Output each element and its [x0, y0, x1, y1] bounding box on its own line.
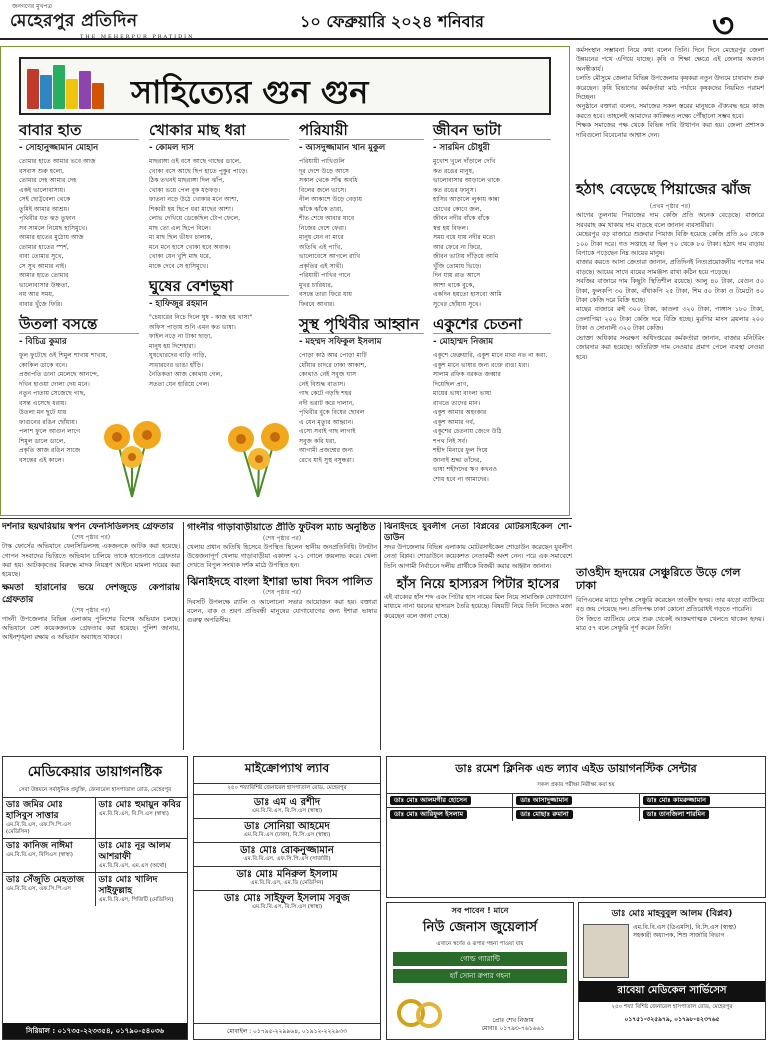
clinic-phone: ০১৭৫১-৩২৫৯৭৯, ০১৭৯৮-৪২৩৭৬৫	[624, 1016, 720, 1023]
poem-line: ঠিক তখনই মাছরাঙ্গা দিল ঝাঁপ,	[149, 177, 225, 184]
article-paragraph: বাজার করতে আসা ক্রেতারা জানান, প্রতিদিনই নিত্যপ্রয়োজনীয় পণ্যের দাম বাড়ছে। আয়ের সাথে ব্যয়ের সামঞ্জস্য রাখা কঠিন হয়ে পড়েছে।	[576, 259, 764, 276]
poem-author: - হাফিজুর রহমান	[149, 299, 208, 309]
sports-article	[576, 596, 764, 736]
poem	[149, 277, 289, 389]
poem-line: শিমুল ডালে ডালে,	[19, 437, 66, 445]
news-headline: গাংনীর গাড়াবাড়ীয়াতে প্রীতি ফুটবল ম্যাচ অনুষ্ঠিত	[187, 522, 376, 533]
poem-line: সেই ছোট্টবেলা থেকে	[19, 196, 71, 203]
news-headline: ঝিনাইদহে যুবলীগ নেতা বিপ্লবের মোটরসাইকেল শো-ডাউন	[384, 522, 572, 543]
poem-line: ফাতনা নড়ে উঠে খোকার মনে আশা,	[149, 196, 239, 203]
poem-line: এ যেন মৃত্যুর আহ্বান।	[299, 418, 354, 426]
doctor-row	[3, 872, 187, 906]
poem-line: জীবন ভাটায় দাঁড়িয়ে আমি	[433, 253, 499, 260]
poem-line: দিয়েছিল প্রাণ,	[433, 380, 469, 388]
ad-rabeya-medical	[578, 902, 766, 1040]
poem-body	[149, 313, 289, 389]
doctor-name: ডাঃ মোঃ নূর আলম আশরাফী	[98, 841, 171, 862]
article-paragraph: অনুষ্ঠানে বক্তারা বলেন, সমাজের সকল স্তরের মানুষকে ঐক্যবদ্ধ হয়ে কাজ করতে হবে। তাহলেই আমাদের কাঙ্ক্ষিত লক্ষ্যে পৌঁছানো সম্ভব হবে।	[576, 103, 764, 120]
doctor-card	[3, 839, 96, 872]
doctor-card	[640, 794, 765, 807]
poem-line: খোকা বসে আছে ছিপ হাতে পুকুর পাড়ে।	[149, 167, 248, 175]
newspaper-name-en: THE MEHERPUR PRATIDIN	[80, 34, 195, 40]
poem-line: কত রঙের ফানুস।	[433, 186, 477, 194]
doctor-role: এম.বি.বি.এস, এম.এস (অর্থো)	[98, 863, 167, 869]
ad-contact	[457, 1017, 569, 1033]
right-column-text	[576, 46, 764, 176]
doctor-role: এম.বি.বি.এস, বি.সি.এস (স্বাস্থ্য)	[251, 808, 323, 814]
poem-title: উতলা বসন্তে	[19, 315, 139, 334]
books-icon	[27, 65, 107, 109]
doctor-card	[513, 794, 639, 807]
issue-date: ১০ ফেব্রুয়ারি ২০২৪ শনিবার	[300, 12, 484, 31]
poem-line: একুশের চেতনায় জেগে উঠি	[433, 428, 502, 435]
news-headline: ঝিনাইদহে বাংলা ইশারা ভাষা দিবস পালিত	[187, 574, 373, 588]
doctor-name: ডাঃ সেঁজুতি মেহতাজ	[6, 875, 85, 885]
poem-line: অফিস পাড়ায় শুনি এমন কত ভাষা।	[149, 323, 236, 331]
doctor-name: ডাঃ সোনিয়া আহমেদ	[244, 821, 330, 832]
poem-line: খোকা ভয়ে পেল বুক ধড়ফড়।	[149, 186, 221, 194]
masthead-tagline: জনগণের মুখপত্র	[12, 3, 52, 10]
column-divider	[380, 522, 381, 750]
doctor-role: এম.বি.বি.এস (ঢাকা), বি.সি.এস (স্বাস্থ্য)	[243, 832, 331, 838]
poem-line: আমার হাতে তোমার	[19, 272, 69, 279]
doctor-name: ডাঃ মোঃ আরিফুল ইসলাম	[390, 810, 467, 819]
poem-title: খোকার মাছ ধরা	[149, 121, 289, 140]
poem-body	[149, 157, 289, 271]
poem-line: মুখোশ খুলে দাঁড়ালে দেখি	[433, 158, 496, 165]
doctor-row	[387, 807, 765, 821]
doctor-name: ডাঃ মোঃ মাহবুবুল আলম (বিপ্লব)	[611, 909, 733, 919]
article-paragraph: ভোক্তা অধিকার সংরক্ষণ অধিদপ্তরের কর্মকর্তারা জানান, বাজার মনিটরিং জোরদার করা হয়েছে। অতিরিক্ত দাম নেওয়ার প্রমাণ পেলে ব্যবস্থা নেওয়া হবে।	[576, 334, 764, 361]
news-column-left	[2, 522, 180, 752]
headline-onion: হঠাৎ বেড়েছে পিয়াজের ঝাঁজ	[576, 180, 751, 198]
article-paragraph: আগের তুলনায় পিয়াজের দাম কেজি প্রতি অনেক বেড়েছে। বাজারে সরবরাহ কম থাকায় দাম বাড়ছে বলে জানান ব্যবসায়ীরা।	[576, 212, 764, 229]
doctor-name: ডাঃ তানজিলা শারমিন	[643, 810, 709, 819]
poem-column-4	[433, 121, 551, 484]
poem-line: ফুল ফুটেছে ওই শিমুল শাখায় শাখায়,	[19, 352, 108, 359]
column-divider	[183, 522, 184, 750]
poem-line: ভালোবাসার উষ্ণতা,	[19, 281, 70, 289]
news-headline: ক্ষমতা হারানোর ভয়ে দেশজুড়ে কেপারায় গ্রেফতার	[2, 583, 180, 605]
masthead	[0, 0, 768, 46]
poem-line: ভালোবেসে আগলে রাখি	[299, 253, 361, 260]
article-paragraph: মাছের বাজারে রুই ৩০০ টাকা, কাতলা ৩২০ টাকা, পাঙ্গাস ১৮০ টাকা, তেলাপিয়া ২০০ টাকা কেজি দরে বিক্রি হচ্ছে। মুরগির মাংস ব্রয়লার ২০০ টাকা ও সোনালী ৩২০ টাকা কেজি।	[576, 306, 764, 333]
poem-line: বসন্তের এই কালে।	[19, 456, 64, 464]
ad-title: মেডিকেয়ার ডায়াগনষ্টিক	[27, 764, 163, 780]
doctor-card	[3, 873, 96, 906]
doctor-name: ডাঃ মোছাঃ রুমানা	[516, 810, 572, 819]
poem-line: সে সুখ আমার নাই।	[19, 262, 67, 270]
poem-line: ফাইল নড়ে না টাকা ছাড়া,	[149, 333, 213, 340]
doctor-row	[3, 838, 187, 872]
news-body: খেলায় প্রধান অতিথি হিসেবে উপস্থিত ছিলেন স্থানীয় জনপ্রতিনিধি। টানটান উত্তেজনাপূর্ণ খেলায় গাড়াবাড়ীয়া একাদশ ২-১ গোলে জয়লাভ করে। খেলা দেখতে বিপুল সংখ্যক দর্শক মাঠে উপস্থিত হন।	[187, 544, 377, 570]
ad-title: ডাঃ রমেশ ক্লিনিক এন্ড ল্যাব এইড ডায়াগনস্টিক সেন্টার	[455, 762, 697, 775]
poem-line: সব সামলে নিয়েছ হাসিমুখে।	[19, 224, 88, 232]
doctor-role: এম.বি.বি.এস, বি.সি.এস (স্বাস্থ্য)	[98, 811, 169, 817]
poem-title: জীবন ভাটা	[433, 121, 551, 140]
poem-line: দখিন হাওয়া দোলা দেয় মনে।	[19, 380, 90, 388]
doctor-card	[513, 808, 639, 821]
doctor-card	[194, 842, 380, 866]
doctor-card	[640, 808, 765, 821]
ad-ramesh-clinic	[386, 756, 766, 898]
poem-line: একুশ মানে ভাষার জন্য রক্তে রাঙা ধরা।	[433, 361, 530, 369]
poem-line: তুমিই আমার আশ্রয়।	[19, 205, 70, 213]
news-body: টাস্ক ফোর্সের অভিযানে ফেনসিডিলসহ একজনকে আটক করা হয়েছে। গোপন সংবাদের ভিত্তিতে অভিযান চালিয়ে তাকে হাতেনাতে গ্রেফতার করা হয়। আটককৃতের বিরুদ্ধে মাদক নিয়ন্ত্রণ আইনে মামলা দায়ের করা হয়েছে।	[2, 543, 180, 579]
poem-line: তোমার হাতের স্পর্শ,	[19, 243, 69, 251]
page-number: ৩	[712, 6, 735, 46]
poem-line: নতুন পাতায় সেজেছে গাছ,	[19, 390, 86, 397]
poem-title: পরিযায়ী	[299, 121, 424, 140]
ad-jewellers	[386, 902, 574, 1040]
poem-line: নিজের দেশে ফেরা।	[299, 224, 347, 232]
doctor-photo	[583, 924, 629, 978]
literature-section	[0, 46, 570, 516]
article-paragraph: চলতি মৌসুমে জেলার বিভিন্ন উপজেলায় কৃষকরা নতুন উদ্যমে চাষাবাদ শুরু করেছেন। কৃষি বিভাগের কর্মকর্তারা মাঠ পর্যায়ে কৃষকদের নিয়মিত পরামর্শ দিচ্ছেন।	[576, 75, 764, 102]
doctor-role: এম.বি.বি.এস, এফ.সি.পি.এস (মেডিসিন)	[6, 822, 71, 835]
article-paragraph: কর্মসংস্থান সম্ভাবনা নিয়ে কথা বলেন তিনি। দিনে দিনে মেহেরপুর জেলা উন্নয়নের পথে এগিয়ে যাচ্ছে। কৃষি ও শিক্ষা ক্ষেত্রে এই জেলার অবদান অনস্বীকার্য।	[576, 47, 764, 73]
poem-body	[299, 157, 424, 309]
onion-article	[576, 202, 764, 570]
poem	[433, 121, 551, 309]
poem-line: নদী ভরাট করে দালান,	[299, 399, 355, 407]
poem-line: প্রকৃতির এই সাথী।	[299, 262, 344, 270]
poem-line: মায়ের ভাষা বাংলা ভাষা	[433, 390, 492, 397]
ad-title: নিউ জেনাস জুয়েলার্স	[422, 920, 538, 935]
poem-line: পোড়া কাঠ আর পোড়া মাটি	[299, 352, 367, 359]
poem-line: কোকিল ডাকে বনে।	[19, 361, 68, 369]
doctor-name: ডাঃ মোঃ আলমগীর হোসেন	[390, 796, 471, 805]
poem-line: সততা যেন হারিয়ে গেল।	[149, 380, 210, 388]
poem-author: - মোহাম্মদ নিজাম	[433, 337, 494, 347]
poem-line: ঝাঁকে ঝাঁকে তারা,	[299, 205, 344, 213]
doctor-card	[194, 866, 380, 890]
poem-line: মনে মনে হাসে খোকা হবে অবাক।	[149, 243, 231, 251]
poem-line: একুশ আমার অহংকার	[433, 409, 487, 416]
ad-medicare-diagnostic	[2, 756, 188, 1040]
continued-label: (শেষ পৃষ্ঠার পর)	[262, 589, 302, 597]
poem-author: - কোমল দাস	[149, 143, 194, 153]
poem-body	[19, 157, 139, 309]
doctor-name: ডাঃ জমির মোঃ হাসিবুস সাত্তার	[6, 800, 63, 821]
poem	[299, 315, 424, 465]
poem-line: লোভ দেখিয়ে ডেকেছিল টোপ ফেলে,	[149, 215, 241, 222]
poem-line: আর ফেরে না ফিরে,	[433, 243, 483, 251]
poem-line: মাছ তো এল ছিপে বিলে।	[149, 224, 211, 232]
doctor-card	[96, 839, 188, 872]
poem-line: অতিথি এই পাখি,	[299, 243, 343, 251]
poem-line: ফাগুনের রঙিন ছোঁয়ায়।	[19, 418, 78, 426]
poem-line: পৃথিবীর বুকে বিষের ছোবল	[299, 409, 365, 416]
doctor-row	[387, 793, 765, 807]
doctor-card	[194, 794, 380, 818]
continued-label: (প্রথম পৃষ্ঠার পর)	[649, 203, 691, 210]
poem-line: সবুজ করি ধরা,	[299, 437, 337, 445]
doctor-role: এম.বি.বি.এস, বি.সি.এস (স্বাস্থ্য)	[251, 904, 323, 910]
doctor-card	[96, 798, 188, 838]
poem-line: একুশ আমার গর্ব,	[433, 418, 475, 426]
poem-line: বসন্ত এসেছে ধরায়।	[19, 399, 67, 407]
poem-line: মানুষ হয় দিশেহারা।	[149, 342, 196, 350]
article-paragraph: বিপিএলের ম্যাচে দুর্দান্ত সেঞ্চুরি করেছেন তাওহীদ হৃদয়। তার ঝড়ো ব্যাটিংয়ে বড় জয় পেয়েছে দল। প্রতিপক্ষ ঢাকা কোনো প্রতিরোধই গড়তে পারেনি।	[576, 597, 764, 614]
news-body: দিবসটি উপলক্ষে র‍্যালি ও আলোচনা সভার আয়োজন করা হয়। বক্তারা বলেন, বাক ও শ্রবণ প্রতিবন্ধী মানুষের যোগাযোগের জন্য ইশারা ভাষার গুরুত্ব অপরিসীম।	[187, 598, 377, 625]
doctor-card	[3, 798, 96, 838]
doctor-role: এম.বি.বি.এস, এফ.সি.পি.এস (সার্জারী)	[243, 856, 331, 862]
ad-owner: প্রোঃ শেখ নিজাম	[492, 1017, 534, 1024]
ad-contact: মোবাইল : ০১৭৯৫-২২৯৯৬৪, ০১৯১২-২২২৯৩৩	[194, 1023, 380, 1039]
poem-line: মাকে দেবে সে হাসিমুখে।	[149, 262, 209, 270]
poem-line: সাধারণের ভাঙা হাঁড়ি।	[149, 361, 204, 369]
poem-author: - মহম্মদ সফিকুল ইসলাম	[299, 337, 382, 347]
poem-line: দিন যায় রাত আসে	[433, 272, 481, 279]
doctor-name: ডাঃ মোঃ মনিরুল ইসলাম	[236, 869, 338, 880]
poem-line: শিকারী হয় ছিপে ধরা মাছের আশা।	[149, 205, 234, 213]
poem-line: মা মাছ ছিল ভীষণ চালাক,	[149, 234, 213, 241]
doctor-name: ডাঃ কানিজ নাঈমা	[6, 841, 73, 851]
doctor-name: ডাঃ মোঃ কামরুজ্জামান	[643, 796, 710, 805]
poem-author: - আসদুজ্জামান খান মুকুল	[299, 143, 386, 153]
poem-line: আশা থাকে বুকে,	[433, 281, 475, 289]
newspaper-name	[10, 8, 194, 40]
doctor-details	[629, 924, 736, 978]
poem-line: এসো সবাই গাছ লাগাই	[299, 428, 356, 435]
poem-line: ভালোবাসার আড়ালে থাকে	[433, 177, 500, 184]
continued-label: (শেষ পৃষ্ঠার পর)	[71, 534, 111, 542]
poem-line: স্বপ্ন হয় বিফল।	[433, 224, 469, 232]
article-paragraph: মেহেরপুর বড় বাজারে শুক্রবার পিয়াজ বিক্রি হয়েছে কেজি প্রতি ৯০ থেকে ১০০ টাকা দরে। গত সপ্তাহে যা ছিল ৭০ থেকে ৮০ টাকা। হঠাৎ দাম বাড়ায় বিপাকে পড়েছেন নিম্ন আয়ের মানুষ।	[576, 231, 764, 258]
poem-line: জীবন নদীর বাঁকে বাঁকে	[433, 215, 490, 222]
poem-line: তোমার হাতে আমার ভবে আজ	[19, 158, 96, 165]
doctor-role: এম.বি.বি.এস, এম.ডি (মেডিসিন)	[250, 880, 324, 886]
poem-line: কত রঙের মানুষ,	[433, 167, 475, 175]
poem-line: গাছ কেটে গড়ছি শহর	[299, 390, 352, 397]
poem-line: "চেয়ারের নিচে দিলে ঘুষ - কাজ হয় খাসা"	[149, 314, 253, 321]
poem-line: পৃথিবীর যত ঝড় তুফান	[19, 215, 76, 222]
doctor-name: ডাঃ মোঃ খালিদ সাইফুল্লাহ	[98, 875, 158, 896]
flower-heads	[228, 423, 289, 470]
poem-body	[433, 157, 551, 309]
news-column-right	[384, 522, 572, 752]
ad-contact: সিরিয়াল : ০১৭৩৫-২২৩৩৫৪, ০১৭৯০-৫৪০৩৬	[3, 1023, 187, 1039]
news-body: গাংনী উপজেলার বিভিন্ন এলাকায় পুলিশের বিশেষ অভিযান চলছে। অভিযানে বেশ কয়েকজনকে গ্রেফতার করা হয়েছে। পুলিশ জানায়, আইনশৃঙ্খলা রক্ষায় এ অভিযান অব্যাহত থাকবে।	[2, 615, 180, 642]
poem-line: সালাম রফিক বরকত জব্বার	[433, 371, 501, 378]
poem-line: মুখর চারিধার,	[299, 281, 333, 289]
ad-line: গোল্ড গ্যারান্টি	[393, 952, 567, 966]
ad-line: এখানে স্বর্ণের ও রূপার গহনা পাওয়া যায়	[436, 941, 524, 947]
poem	[433, 315, 551, 484]
continued-label: (শেষ পৃষ্ঠার পর)	[262, 534, 302, 542]
poem	[19, 121, 139, 309]
doctor-name: ডাঃ আসাদুজ্জামান	[516, 796, 572, 805]
article-paragraph: শিক্ষক সমাজের পক্ষ থেকে বিভিন্ন দাবি উত্থাপন করা হয়। জেলা প্রশাসক দাবিগুলো বিবেচনার আশ্বাস দেন।	[576, 122, 764, 139]
poem-line: প্রকৃতি আজ রঙিন সাজে	[19, 447, 81, 454]
poem-line: নীল আকাশে উড়ে বেড়ায়	[299, 196, 362, 203]
doctor-card	[387, 794, 513, 807]
poem-line: বাবার খুঁজে ফিরি।	[19, 300, 63, 308]
poem-line: মানুষ যেন না মারে	[299, 234, 344, 241]
poem	[299, 121, 424, 309]
poem-title: একুশের চেতনা	[433, 315, 551, 334]
poem-line: একুশে ফেব্রুয়ারি, একুশ মানে মাথা নত না করা,	[433, 352, 548, 359]
ad-subtitle: সকল প্রকার পরীক্ষা নিরীক্ষা করা হয়	[537, 782, 615, 788]
doctor-role: এম.বি.বি.এস, বিসিএস (স্বাস্থ্য)	[6, 852, 73, 858]
poem-line: মাছরাঙ্গা ওই বসে আছে গাছের ডালে,	[149, 158, 242, 165]
poem-line: সময় বয়ে যায় নদীর মতো	[433, 234, 496, 241]
continued-label: (শেষ পৃষ্ঠার পর)	[71, 606, 111, 614]
poem-line: শপথ নিই সর্ব।	[433, 437, 468, 445]
doctor-name: ডাঃ মোঃ সাইফুল ইসলাম সবুজ	[224, 893, 350, 904]
poem-line: খোকা যেন খুশি মাছ ধরে,	[149, 253, 211, 260]
poem-line: আমার হাতের মুঠোয় আজ	[19, 234, 84, 241]
news-headline: দর্শনার ছয়ঘরিয়ায় স্বপন ফেনসিডিলসহ গ্রেফতার	[2, 522, 174, 532]
poem-line: জানাই শ্রদ্ধা তাঁদের,	[433, 456, 482, 464]
doctor-name: ডাঃ মোঃ রোকনুজ্জামান	[240, 845, 334, 856]
ring-icon	[395, 995, 445, 1031]
poem-line: বিলের জলে ভাসে।	[299, 186, 347, 194]
poem-column-3	[299, 121, 424, 465]
poem-line: সকাল থেকে সাঁঝ অবধি	[299, 177, 358, 184]
news-headline: হাঁস নিয়ে হাস্যরস পিটার হাসের	[396, 576, 560, 592]
poem-line: সুখের ছোঁয়ায় সুখে।	[433, 300, 481, 308]
poem-column-2	[149, 121, 289, 389]
doctor-row	[3, 797, 187, 838]
poem-line: পরিযায়ী পাখিগুলি	[299, 158, 345, 165]
headline-sports: তাওহীদ হৃদয়ের সেঞ্চুরিতে উড়ে গেল ঢাকা	[576, 566, 741, 592]
ad-micropath-lab	[193, 756, 381, 1040]
poem-line: একদিন হয়তো হাসবো আমি	[433, 291, 502, 298]
doctor-role: এম.বি.বি.এস, এফ.সি.পি.এস	[6, 886, 71, 892]
poem-line: নৈতিকতা আজ কোথায় গেল,	[149, 371, 223, 378]
flower-illustration	[213, 409, 303, 499]
poem-line: ঘুষখোরদের বাড়ি গাড়ি,	[149, 352, 207, 359]
article-paragraph: সবজির বাজারে দাম কিছুটা স্থিতিশীল রয়েছে। আলু ৪০ টাকা, বেগুন ৫০ টাকা, ফুলকপি ৩০ টাকা, বাঁধাকপি ২৫ টাকা, শিম ৫০ টাকা ও টমেটো ৪০ টাকা কেজি দরে বিক্রি হচ্ছে।	[576, 278, 764, 305]
poem-title: সুস্থ পৃথিবীর আহ্বান	[299, 315, 424, 334]
poem-body	[433, 351, 551, 484]
doctor-name: ডাঃ এম এ রশীদ	[253, 797, 321, 808]
poem-line: শহীদ মিনারে ফুল দিয়ে	[433, 447, 488, 454]
poem-line: রেখে যাই সুস্থ বসুন্ধরা।	[299, 456, 354, 464]
poem-line: পলাশ ফুলে আগুন লাগে	[19, 428, 81, 435]
poem-title: বাবার হাত	[19, 121, 139, 140]
poem-line: পরিযায়ী পাখির গানে	[299, 272, 351, 279]
poem-line: হাসির আড়ালে লুকায় কান্না	[433, 196, 500, 203]
poem	[149, 121, 289, 271]
poem-line: ভাষা শহীদদের ঋণ কখনও	[433, 466, 498, 473]
poem-line: ফিরবে আবার।	[299, 300, 335, 308]
doctor-role: সহকারী অধ্যাপক, শিশু সার্জারি বিভাগ	[633, 932, 725, 939]
ad-phone: মোবাঃ ০১৭৯৩-৭৬১৬৬১	[481, 1025, 545, 1032]
literature-banner	[19, 57, 551, 115]
poem-line: উতলা মন ছুটে যায়	[19, 409, 67, 416]
doctor-name: ডাঃ মোঃ হুমায়ুন কবির	[98, 800, 181, 810]
clinic-address: ২৫০ শয্যা বিশিষ্ট জেনারেল হাসপাতাল রোড, মেহেরপুর	[611, 1004, 733, 1010]
article-paragraph: টস জিতে ব্যাটিংয়ে নেমে শুরু থেকেই আক্রমণাত্মক খেলতে থাকেন হৃদয়। মাত্র ৫৭ বলে সেঞ্চুরি পূর্ণ করেন তিনি।	[576, 615, 764, 633]
ad-tagline: সব পাবেন ! মানে	[451, 906, 509, 915]
ad-title: মাইক্রোপ্যাথ ল্যাব	[194, 757, 380, 784]
clinic-name: রাবেয়া মেডিকেল সার্ভিসেস	[579, 981, 765, 1002]
poem-line: কোথাও নেই সবুজ ঘাস	[299, 371, 357, 378]
doctor-info	[579, 924, 765, 978]
ad-line: হ্যাঁ সোনা রুপার গহনা	[393, 969, 567, 983]
poem-line: ধোঁয়ার চাদরে ঢাকা আকাশ,	[299, 361, 367, 369]
flower-heads	[104, 421, 161, 468]
poem-author: - সারমিন চৌধুরী	[433, 143, 490, 153]
poem-author: - বিচিত্র কুমার	[19, 337, 67, 347]
poem-line: বসন্তে তারা ফিরে যায়	[299, 291, 353, 298]
news-column-middle	[187, 522, 377, 752]
poem-body	[299, 351, 424, 465]
doctor-role: এম.বি.বি.এস, পিজিটি (মেডিসিন)	[98, 897, 174, 903]
news-body: এই বাক্যের হাঁস শব্দ এবং পিটার হাস নামের মিল নিয়ে সামাজিক যোগাযোগ মাধ্যমে নানা ধরনের হাস্যরস তৈরি হয়েছে। বিষয়টি নিয়ে তিনি নিজেও মজা করেছেন বলে জানা গেছে।	[384, 594, 572, 620]
poem-author: - সোহানুজ্জামান মোহান	[19, 143, 99, 153]
section-divider	[0, 518, 572, 519]
poem-line: দূর দেশে উড়ে আসে	[299, 167, 349, 175]
doctor-card	[194, 890, 380, 914]
poem-line: বাবা তোমার সুখে,	[19, 253, 64, 260]
poem-line: রাখতে তাদের মান।	[433, 399, 481, 407]
doctor-degree: এম.বি.বি.এস (ডিএমসি), বি.সি.এস (স্বাস্থ্য)	[633, 924, 737, 931]
poem-line: তোমার দেহ আমার দেহ	[19, 177, 77, 184]
poem-line: আগামী প্রজন্মের জন্য	[299, 447, 353, 454]
poem-line: একই ভালোবাসায়।	[19, 186, 66, 194]
poem-line: নেই বিশুদ্ধ বাতাস।	[299, 380, 346, 388]
ad-subtitle: ২৫০ শয্যাবিশিষ্ট জেনারেল হাসপাতাল রোড, মেহেরপুর	[227, 785, 347, 791]
poem-line: শোধ হবে না আমাদের।	[433, 475, 489, 483]
poem-line: নয় আর সময়,	[19, 291, 55, 298]
ad-subtitle: সেবা উন্নয়নে সর্বাধুনিক প্রযুক্তি, জেনারেল হাসপাতাল রোড, মেহেরপুর	[18, 787, 172, 793]
poem-title: ঘুষের বেশভূষা	[149, 277, 289, 296]
doctor-card	[194, 818, 380, 842]
poem-line: প্রজাপতি ডানা মেলেছে আনন্দে,	[19, 371, 99, 378]
doctor-card	[387, 808, 513, 821]
poem-line: শীত শেষে আবার যাবে	[299, 215, 355, 222]
newspaper-name-bn: মেহেরপুর প্রতিদিন	[10, 11, 138, 31]
poem-line: বসবাস শুরু হলো,	[19, 167, 64, 175]
literature-title: সাহিত্যের গুন গুন	[131, 73, 369, 111]
poem-line: চোখের কোণে জল,	[433, 205, 482, 213]
doctor-card	[96, 873, 188, 906]
flower-illustration	[87, 409, 177, 499]
news-body: সদর উপজেলার বিভিন্ন এলাকায় মোটরসাইকেল শোডাউন করেছেন যুবলীগ নেতা বিপ্লব। শোডাউনে কয়েকশত নেতাকর্মী অংশ নেন। পরে এক সমাবেশে তিনি আগামী নির্বাচনে দলীয় প্রার্থীকে বিজয়ী করার আহ্বান জানান।	[384, 544, 572, 570]
poem-line: খুঁজি তোমায় ভিড়ে।	[433, 262, 482, 270]
